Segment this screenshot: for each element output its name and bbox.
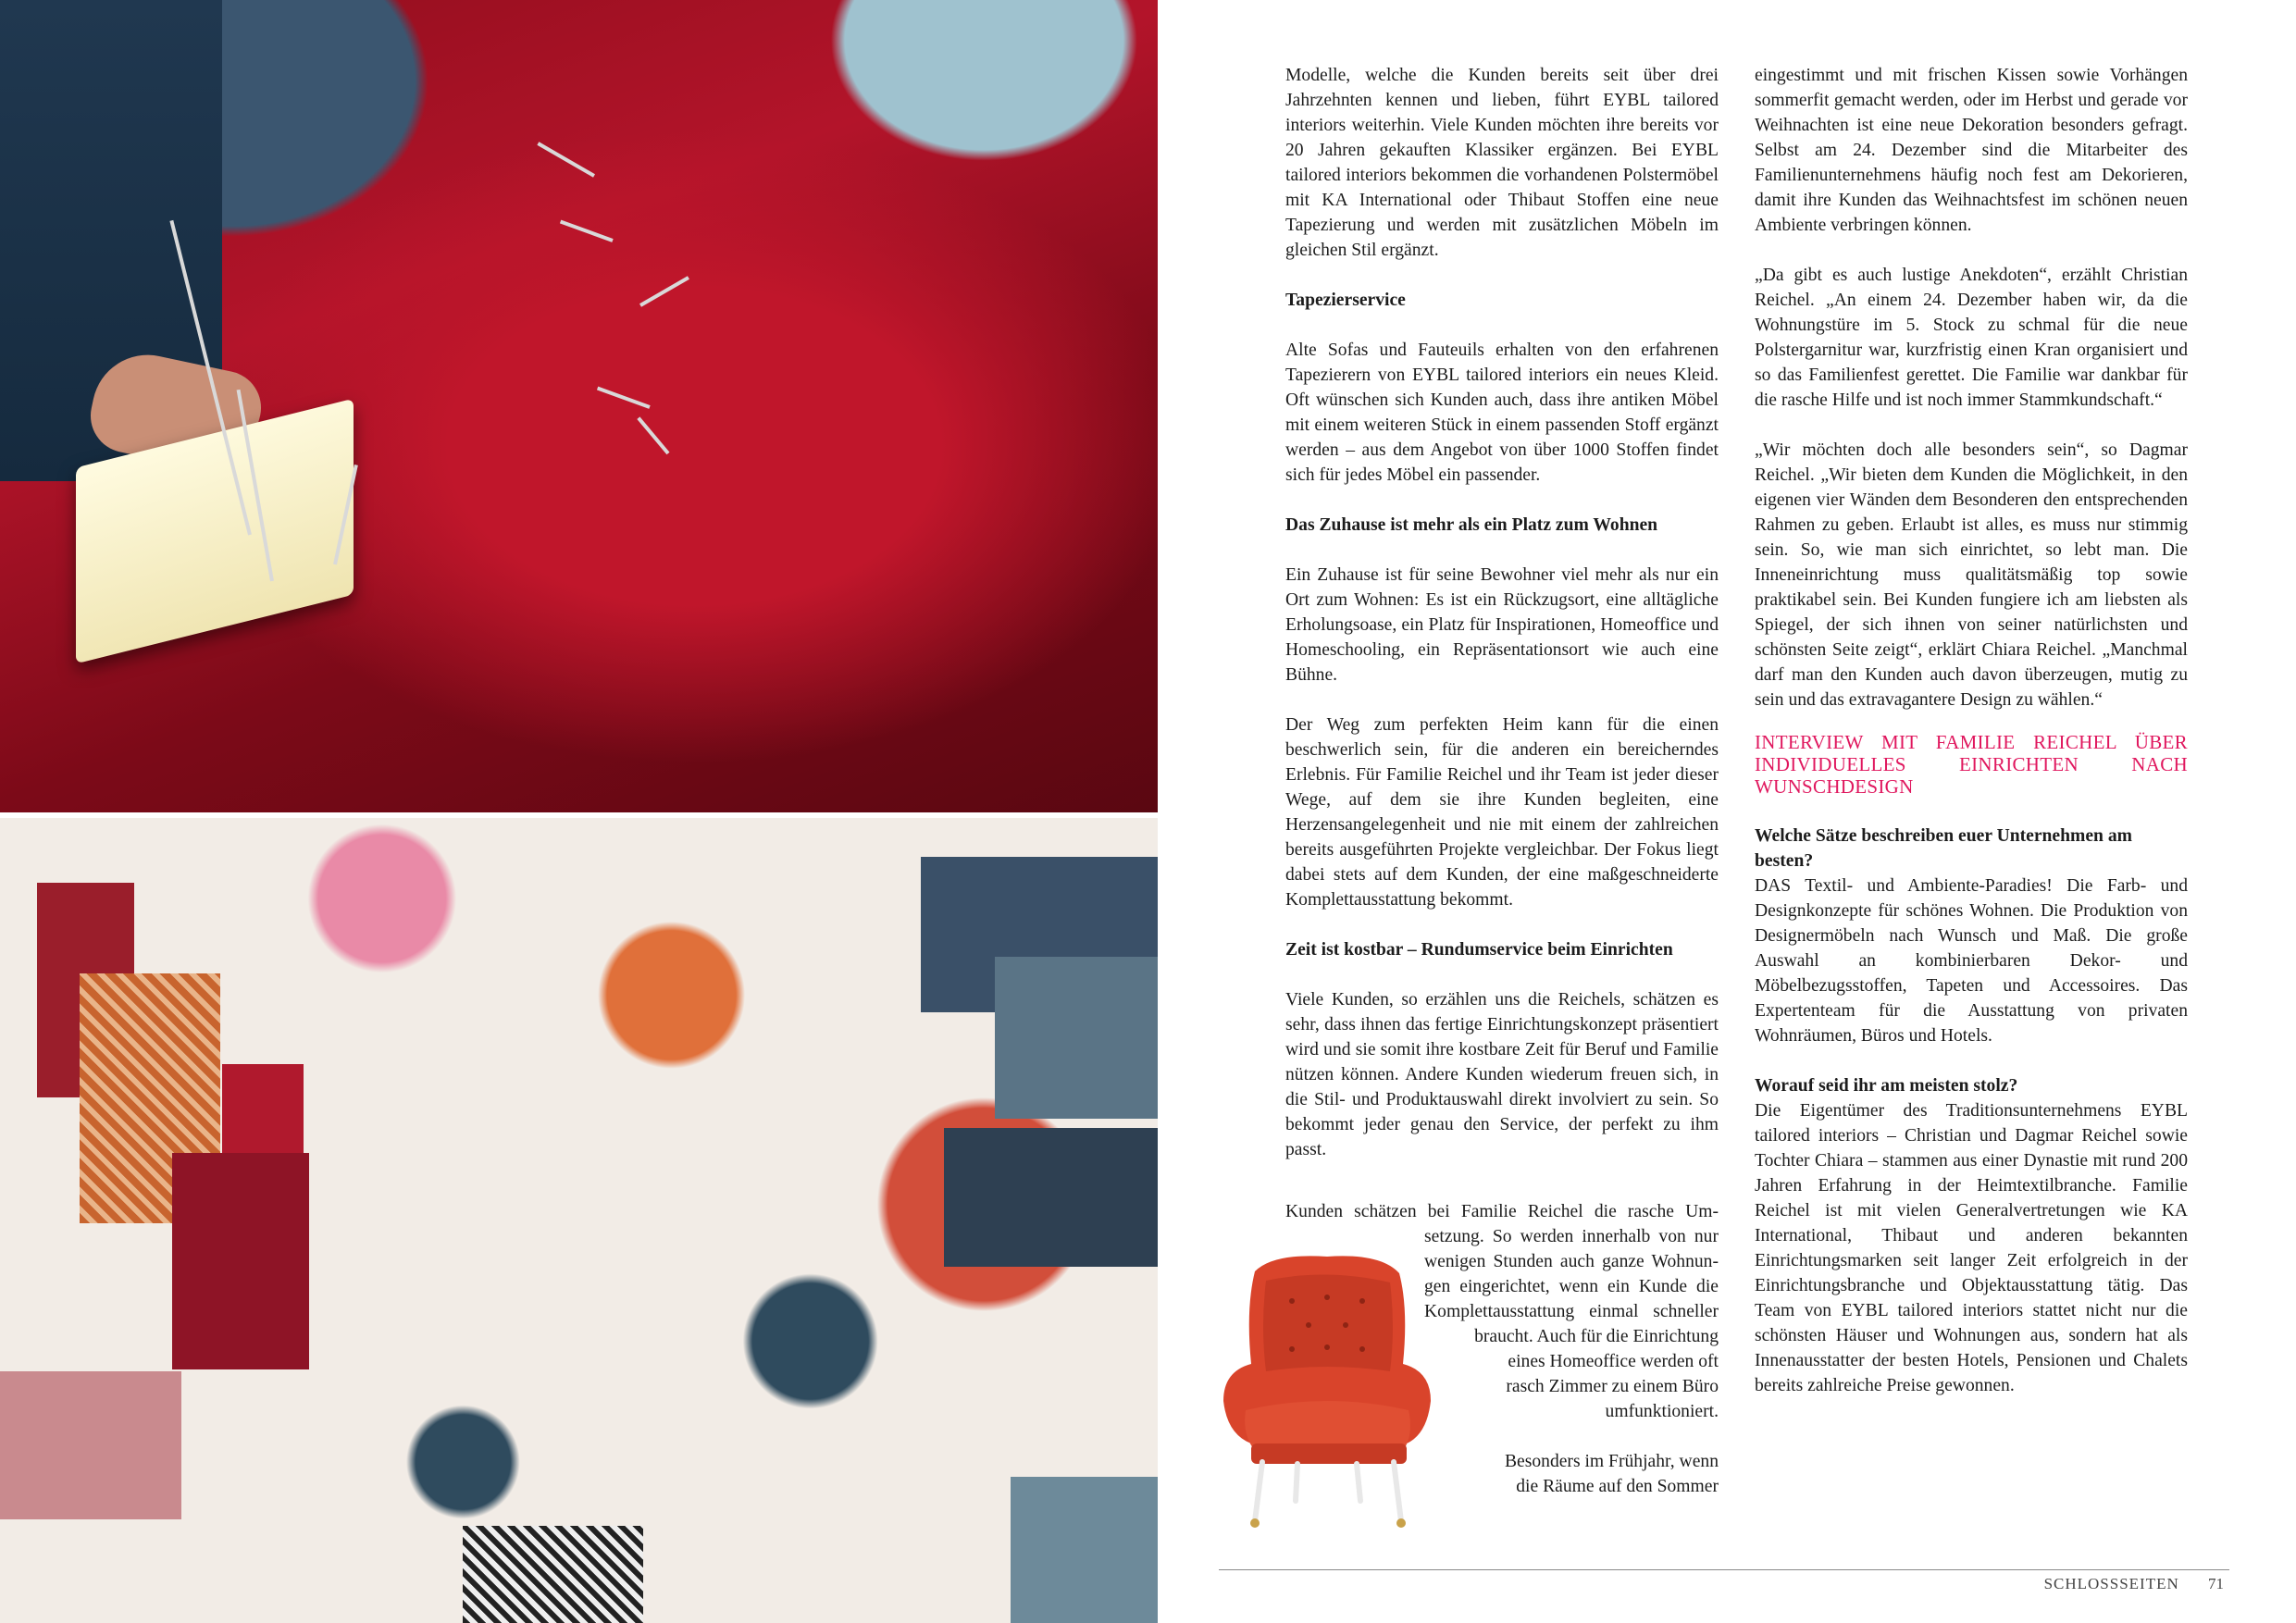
wrap-line: wenigen Stunden auch ganze Wohnun- [1424,1252,1719,1271]
wrap-line: rasch Zimmer zu einem Büro [1506,1377,1719,1396]
paragraph-besonders: „Wir möchten doch alle besonders sein“, so Dagmar Reichel. „Wir bieten dem Kunden die Möglichkeit, in den eigenen vier Wänden dem Besonderen den entsprechenden Rahmen zu geben. Erlaubt ist alles, es muss nur stimmig sein. So, wie man sich einrichtet, so lebt man. Die Inneneinrichtung muss qualitätsmäßig top sowie praktikabel sein. Bei Kunden fungiere ich am liebsten als Spiegel, der sich ihnen von seiner natürlichsten und schönsten Seite zeigt“, erklärt Chiara Reichel. „Manchmal darf man den Kunden auch davon überzeugen, mutig zu sein und das extravagantere Design zu wählen.“ [1755,440,2188,710]
heading-tapezierservice: Tapezierservice [1285,291,1406,310]
question-1: Welche Sätze beschreiben euer Unternehmen am besten? [1755,826,2132,871]
paragraph-sommer: eingestimmt und mit frischen Kissen sowie Vorhängen sommerfit gemacht werden, oder im Herbst und gerade vor Weihnachten ist eine neue Dekoration besonders gefragt. Selbst am 24. Dezember sind die Mitarbeiter des Familienunternehmens häufig noch fest am Dekorieren, damit ihre Kunden das Weihnachtsfest im schönen neuen Ambiente verbringen können. [1755,66,2188,235]
pin [639,276,689,306]
swatch-blue-4 [1011,1477,1158,1623]
paragraph-intro: Modelle, welche die Kunden bereits seit über drei Jahrzehnten kennen und lieben, führt EYBL tailored interiors weiterhin. Viele Kunden möchten ihre bereits vor 20 Jahren gekauften Klassiker ergänzen. Bei EYBL tailored interiors bekommen die vorhandenen Polstermöbel mit KA International oder Thibaut Stoffen eine neue Tapezierung und werden mit zusätzlichen Möbeln im gleichen Stil ergänzt. [1285,66,1719,260]
pin [537,142,595,177]
paragraph-anekdoten: „Da gibt es auch lustige Anekdoten“, erzählt Christian Reichel. „An einem 24. Dezember haben wir, da die Wohnungstüre im 5. Stock zu schmal für die neue Polstergarnitur war, kurzfristig einen Kran organisiert und so das Familienfest gerettet. Die Familie war dankbar für die rasche Hilfe und ist noch immer Stammkundschaft.“ [1755,266,2188,410]
paragraph-tapezierservice: Alte Sofas und Fauteuils erhalten von den erfahrenen Tapezierern von EYBL tailored interiors ein neues Kleid. Oft wünschen sich Kunden auch, dass ihre antiken Möbel mit einem weiteren Stück in einem passenden Stoff ergänzt werden – aus dem Angebot von über 1000 Stoffen findet sich für jedes Möbel ein passender. [1285,341,1719,485]
page-number: 71 [2208,1575,2224,1592]
answer-1: DAS Textil- und Ambiente-Paradies! Die Farb- und Designkonzepte für schönes Wohnen. Die Produktion von Designermöbeln nach Wunsch und Maß. Die große Auswahl an kombinierbaren Dekor- und Möbelbezugsstoffen, Tapeten und Accessoires. Das Expertenteam für die Ausstattung von privaten Wohnräumen, Büros und Hotels. [1755,876,2188,1046]
wrap-line: gen eingerichtet, wenn ein Kunde die [1424,1277,1719,1296]
interview-heading: INTERVIEW MIT FAMILIE REICHEL ÜBER INDIVIDUELLES EINRICHTEN NACH WUNSCHDESIGN [1755,731,2188,798]
paragraph-weg: Der Weg zum perfekten Heim kann für die einen beschwerlich sein, für die anderen ein bereicherndes Erlebnis. Für Familie Reichel und ihr Team ist jeder dieser Wege, auf dem sie ihre Kunden begleiten, eine Herzensangelegenheit und nie mit einem der zahlreichen bereits ausgeführten Projekte vergleichbar. Der Fokus liegt dabei stets auf dem Kunden, der eine maßgeschneiderte Komplettausstattung bekommt. [1285,715,1719,910]
page-footer [2044,1575,2224,1593]
wrap-line: Kunden schätzen bei Familie Reichel die rasche Um- [1285,1202,1719,1221]
article-column-2 [1755,63,2188,1398]
pin [637,416,669,454]
armchair-image [1218,1253,1435,1532]
swatch-houndstooth [463,1526,643,1623]
wrap-line: die Räume auf den Sommer [1516,1477,1719,1496]
photo-upholstery-sofa [0,0,1158,812]
wrap-line: setzung. So werden innerhalb von nur [1424,1227,1719,1246]
heading-zeit-ist-kostbar: Zeit ist kostbar – Rundumservice beim Einrichten [1285,940,1673,960]
wrap-line: Besonders im Frühjahr, wenn [1504,1452,1719,1471]
wrap-line: eines Homeoffice werden oft [1508,1352,1719,1371]
swatch-blue-2 [995,957,1158,1119]
footer-rule [1219,1569,2229,1570]
magazine-name: SCHLOSSSEITEN [2043,1575,2179,1592]
paragraph-zuhause: Ein Zuhause ist für seine Bewohner viel mehr als nur ein Ort zum Wohnen: Es ist ein Rückzugsort, eine alltägliche Erholungsoase, ein Platz für Inspirationen, Homeoffice und Homeschooling, ein Repräsentationsort wie auch eine Bühne. [1285,565,1719,685]
answer-2: Die Eigentümer des Traditionsunternehmens EYBL tailored interiors – Christian und Dagmar Reichel sowie Tochter Chiara – stammen aus einer Dynastie mit rund 200 Jahren Erfahrung in der Heimtextilbranche. Familie Reichel ist mit vielen Generalvertretungen wie KA International, Thibaut und anderen bekannten Einrichtungsmarken seit langer Zeit erfolgreich in der Einrichtungsbranche und Objektausstattung tätig. Das Team von EYBL tailored interiors stattet nicht nur die schönsten Häuser und Wohnungen aus, sondern hat als Innenausstatter der besten Hotels, Pensionen und Chalets bereits zahlreiche Preise gewonnen. [1755,1101,2188,1395]
question-2: Worauf seid ihr am meisten stolz? [1755,1076,2018,1096]
swatch-wine [172,1153,309,1369]
wrap-line: Komplettausstattung einmal schneller [1424,1302,1719,1321]
swatch-pink [0,1371,181,1519]
pin [597,387,651,409]
pin [560,220,614,242]
heading-zuhause: Das Zuhause ist mehr als ein Platz zum Wohnen [1285,515,1658,535]
wrap-line: umfunktioniert. [1605,1402,1719,1421]
article-column-1 [1285,63,1719,1187]
wrap-line: braucht. Auch für die Einrichtung [1474,1327,1719,1346]
paragraph-zeit: Viele Kunden, so erzählen uns die Reichels, schätzen es sehr, dass ihnen das fertige Einrichtungskonzept präsentiert wird und sie somit ihre kostbare Zeit für Beruf und Familie nützen können. Andere Kunden wiederum freuen sich, in die Stil- und Produktauswahl direkt involviert zu sein. So bekommt jeder genau den Service, der perfekt zu ihm passt. [1285,990,1719,1159]
photo-fabric-swatches [0,818,1158,1623]
swatch-blue-3 [944,1128,1158,1267]
